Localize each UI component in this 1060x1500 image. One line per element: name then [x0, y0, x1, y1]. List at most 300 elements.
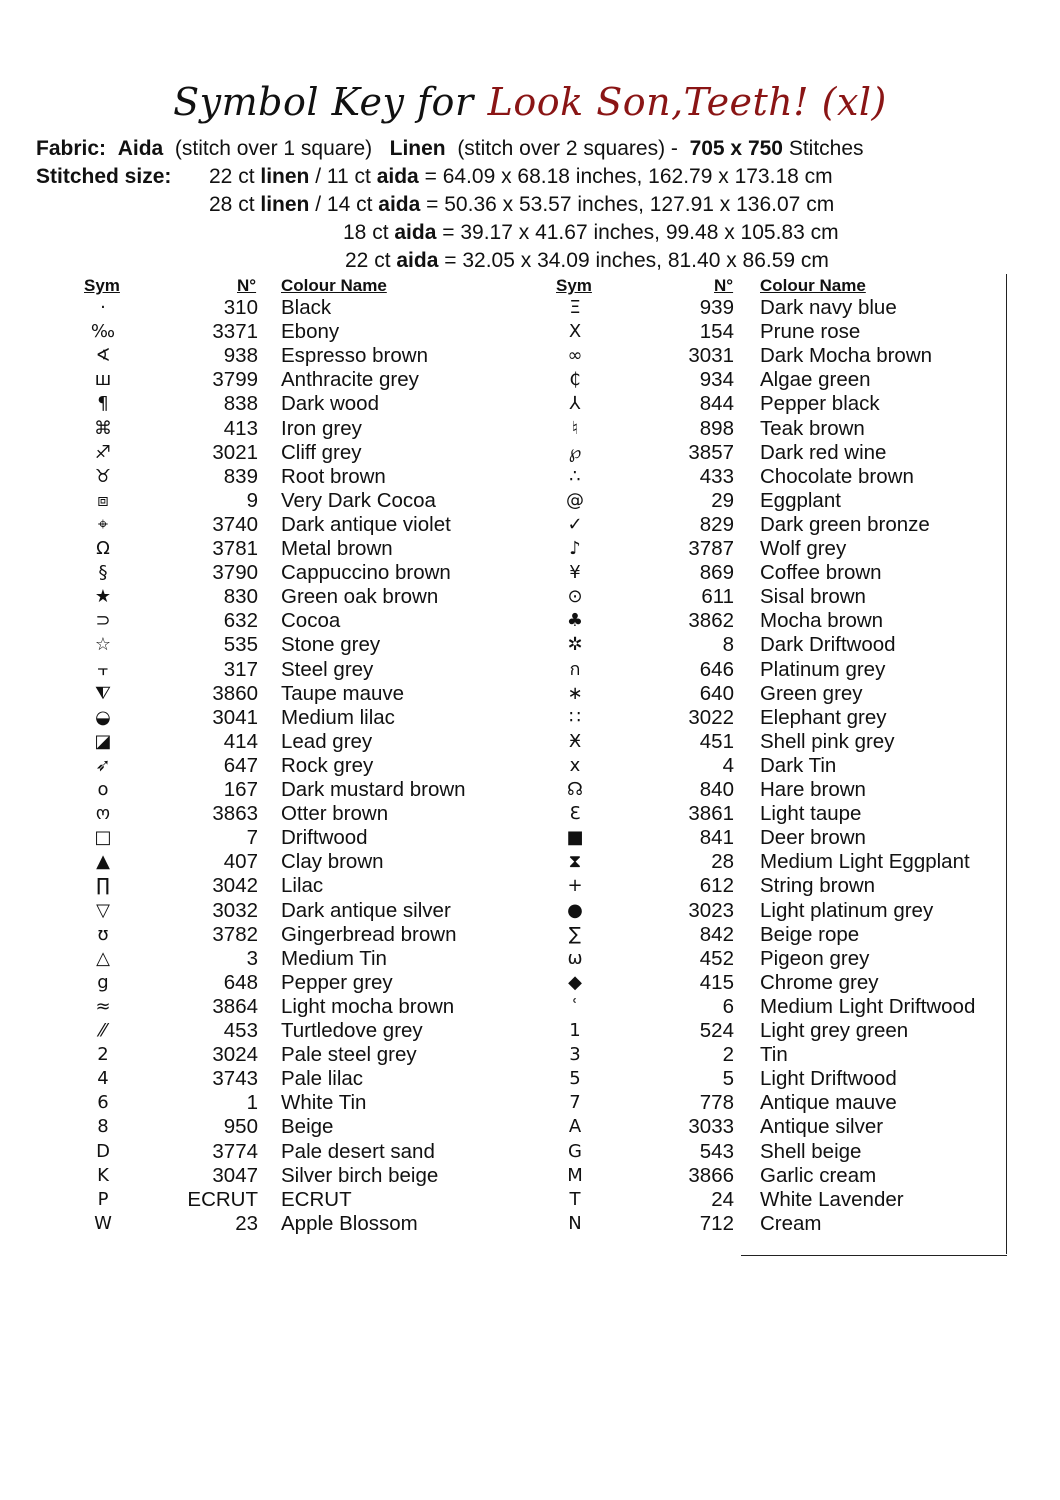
thread-number: 3782 — [212, 922, 258, 946]
fabric-linen-note: (stitch over 2 squares) - — [457, 137, 678, 160]
thread-number: 9 — [246, 488, 258, 512]
table-bottom-border — [741, 1255, 1007, 1256]
stitch-symbol: ∏ — [96, 875, 110, 897]
stitch-symbol: ☊ — [567, 779, 583, 800]
colour-name: Light grey green — [760, 1019, 909, 1042]
colour-name: Green oak brown — [281, 585, 439, 609]
colour-name: Deer brown — [760, 826, 866, 850]
table-row — [0, 513, 1060, 537]
thread-number: 415 — [699, 970, 734, 994]
stitch-symbol: ∷ — [569, 706, 581, 728]
colour-name: Dark navy blue — [760, 296, 897, 319]
table-row — [0, 1140, 1060, 1164]
table-row — [0, 923, 1060, 947]
table-row — [0, 441, 1060, 465]
table-row — [0, 417, 1060, 441]
size-aida: aida — [378, 193, 421, 216]
size-line-3 — [343, 219, 839, 247]
size-line-2 — [209, 191, 834, 219]
stitch-symbol: ▽ — [96, 899, 110, 921]
thread-number: 840 — [699, 778, 734, 801]
stitch-symbol: □ — [94, 827, 112, 849]
stitch-symbol: ✲ — [567, 634, 583, 656]
colour-name: Platinum grey — [760, 657, 886, 681]
table-row — [0, 682, 1060, 706]
thread-number: 3863 — [212, 802, 258, 826]
header-sym-left: Sym — [84, 276, 120, 295]
table-right-border — [1006, 274, 1007, 1254]
colour-name: Pale lilac — [281, 1067, 364, 1091]
colour-name: Light Driftwood — [760, 1067, 897, 1091]
header-num-left: N° — [237, 276, 257, 295]
stitch-symbol: K — [97, 1164, 109, 1186]
stitch-symbol: △ — [96, 947, 110, 969]
table-row — [0, 537, 1060, 561]
colour-name: Medium Tin — [281, 946, 387, 970]
colour-name: Dark mustard brown — [281, 778, 466, 801]
size-linen: linen — [260, 165, 310, 188]
title-prefix: Symbol Key for — [173, 80, 474, 124]
colour-name: Black — [281, 296, 332, 319]
colour-name: Rock grey — [281, 753, 374, 777]
table-row — [0, 585, 1060, 609]
table-row — [0, 1019, 1060, 1043]
stitch-symbol: ‰ — [90, 321, 116, 343]
thread-number: 3860 — [212, 681, 258, 705]
stitch-symbol: ʊ — [97, 923, 109, 945]
fabric-linen: Linen — [389, 137, 446, 160]
colour-name: Pepper black — [760, 392, 880, 416]
stitch-symbol: T — [569, 1188, 581, 1210]
stitch-symbol: ⌖ — [97, 513, 109, 535]
colour-name: Medium Light Eggplant — [760, 850, 970, 874]
table-row — [0, 730, 1060, 754]
stitch-word: Stitches — [788, 137, 864, 160]
table-row — [0, 489, 1060, 513]
colour-name: Taupe mauve — [281, 681, 405, 705]
stitch-symbol: ➶ — [95, 754, 111, 776]
table-row — [0, 1212, 1060, 1236]
table-row — [0, 633, 1060, 657]
stitch-symbol: ⧨ — [94, 682, 112, 704]
thread-number: 317 — [223, 657, 258, 681]
colour-name: Dark antique silver — [281, 898, 451, 922]
stitch-symbol: ◒ — [95, 706, 111, 728]
colour-name: Dark Tin — [760, 753, 837, 777]
colour-name: Iron grey — [281, 416, 362, 440]
stitch-symbol: ▲ — [96, 851, 110, 873]
stitch-symbol: ∗ — [567, 682, 583, 704]
thread-number: 29 — [711, 488, 734, 512]
colour-name: Cappuccino brown — [281, 561, 451, 585]
size-dims: = 39.17 x 41.67 inches, 99.48 x 105.83 cm — [442, 221, 839, 244]
size-aida: aida — [394, 221, 437, 244]
stitch-symbol: Ξ — [569, 297, 581, 318]
stitch-symbol: ⧗ — [568, 851, 582, 873]
stitch-symbol: o — [97, 779, 109, 800]
thread-number: 7 — [246, 826, 258, 850]
colour-name: Otter brown — [281, 802, 389, 826]
thread-number: 838 — [223, 392, 258, 416]
thread-number: 939 — [699, 296, 734, 319]
thread-number: 3023 — [688, 898, 734, 922]
thread-number: 2 — [722, 1043, 734, 1067]
colour-name: Pepper grey — [281, 970, 393, 994]
size-dims: = 50.36 x 53.57 inches, 127.91 x 136.07 cm — [426, 193, 835, 216]
colour-name: Medium Light Driftwood — [760, 994, 976, 1018]
stitch-symbol: 5 — [569, 1068, 581, 1090]
colour-name: Dark green bronze — [760, 512, 930, 536]
colour-name: Pigeon grey — [760, 946, 870, 970]
thread-number: 6 — [722, 994, 734, 1018]
stitch-symbol: ● — [567, 899, 583, 921]
thread-number: 4 — [722, 753, 734, 777]
colour-name: Pale desert sand — [281, 1139, 435, 1163]
thread-number: 5 — [722, 1067, 734, 1091]
stitch-symbol: Ɛ — [569, 803, 581, 825]
table-row — [0, 778, 1060, 802]
table-row — [0, 971, 1060, 995]
thread-number: 524 — [699, 1019, 734, 1042]
stitch-symbol: § — [98, 562, 108, 584]
colour-name: Cream — [760, 1211, 822, 1235]
thread-number: 414 — [223, 729, 258, 753]
thread-number: 778 — [699, 1091, 734, 1115]
header-name-left: Colour Name — [281, 276, 387, 295]
thread-number: 712 — [699, 1211, 734, 1235]
colour-name: Espresso brown — [281, 344, 428, 368]
stitch-symbol: 2 — [97, 1044, 109, 1066]
pattern-name: Look Son,Teeth! (xl) — [487, 80, 887, 124]
stitch-symbol: G — [568, 1140, 582, 1162]
thread-number: 3864 — [212, 994, 258, 1018]
thread-number: 3743 — [212, 1067, 258, 1091]
size-dims: = 32.05 x 34.09 inches, 81.40 x 86.59 cm — [444, 249, 829, 272]
table-row — [0, 392, 1060, 416]
size-line-4 — [345, 247, 829, 275]
stitch-symbol: ■ — [566, 827, 584, 849]
thread-number: 3022 — [688, 705, 734, 729]
colour-name: ECRUT — [281, 1187, 352, 1211]
colour-name: Driftwood — [281, 826, 368, 850]
thread-number: 310 — [223, 296, 258, 319]
thread-number: 839 — [223, 464, 258, 488]
thread-number: 830 — [223, 585, 258, 609]
table-row — [0, 1091, 1060, 1115]
colour-name: Lead grey — [281, 729, 373, 753]
thread-number: 543 — [699, 1139, 734, 1163]
colour-name: Chocolate brown — [760, 464, 914, 488]
size-linen: linen — [260, 193, 310, 216]
colour-name: Dark wood — [281, 392, 379, 416]
size-mid: / 11 ct — [315, 165, 371, 188]
table-row — [0, 899, 1060, 923]
colour-name: Dark red wine — [760, 440, 887, 464]
thread-number: 3857 — [688, 440, 734, 464]
thread-number: 28 — [711, 850, 734, 874]
stitch-symbol: X — [568, 321, 582, 343]
colour-name: Turtledove grey — [281, 1019, 423, 1042]
stitch-symbol: P — [97, 1188, 109, 1210]
colour-name: Wolf grey — [760, 537, 847, 560]
colour-name: Hare brown — [760, 778, 866, 801]
stitch-symbol: M — [567, 1164, 583, 1186]
stitch-symbol: ∢ — [95, 345, 111, 367]
colour-name: Light taupe — [760, 802, 862, 826]
table-row — [0, 706, 1060, 730]
size-ct: 28 ct — [209, 193, 255, 216]
colour-name: White Tin — [281, 1091, 367, 1115]
thread-number: 413 — [223, 416, 258, 440]
thread-number: 167 — [223, 778, 258, 801]
thread-number: 938 — [223, 344, 258, 368]
table-row — [0, 465, 1060, 489]
stitch-symbol: @ — [566, 489, 584, 511]
stitch-symbol: ♐ — [94, 441, 112, 463]
colour-name: Prune rose — [760, 320, 861, 344]
colour-name: Dark Mocha brown — [760, 344, 933, 368]
thread-number: 433 — [699, 464, 734, 488]
thread-number: 950 — [223, 1115, 258, 1139]
thread-number: 640 — [699, 681, 734, 705]
table-row — [0, 1164, 1060, 1188]
stitch-symbol: 1 — [569, 1020, 581, 1041]
thread-number: 24 — [711, 1187, 734, 1211]
stitch-symbol: 3 — [569, 1044, 581, 1066]
thread-number: 3033 — [688, 1115, 734, 1139]
stitch-symbol: ⫟ — [97, 658, 109, 680]
thread-number: 3774 — [212, 1139, 258, 1163]
size-dims: = 64.09 x 68.18 inches, 162.79 x 173.18 cm — [424, 165, 833, 188]
stitch-symbol: 7 — [569, 1092, 581, 1114]
thread-number: 154 — [699, 320, 734, 344]
colour-name: Anthracite grey — [281, 368, 419, 392]
stitch-symbol: ω — [567, 947, 583, 969]
stitch-symbol: ⁄⁄ — [99, 1020, 106, 1041]
thread-number: 898 — [699, 416, 734, 440]
size-line-1 — [209, 163, 833, 191]
table-row — [0, 368, 1060, 392]
colour-name: String brown — [760, 874, 876, 898]
size-aida: aida — [396, 249, 439, 272]
stitch-symbol: A — [568, 1116, 582, 1138]
table-row — [0, 874, 1060, 898]
thread-number: 829 — [699, 512, 734, 536]
stitch-symbol: ℘ — [568, 441, 582, 463]
colour-name: Green grey — [760, 681, 863, 705]
table-row — [0, 658, 1060, 682]
colour-name: Beige rope — [760, 922, 860, 946]
thread-number: 934 — [699, 368, 734, 392]
colour-name: Algae green — [760, 368, 871, 392]
thread-number: 841 — [699, 826, 734, 850]
colour-name: Clay brown — [281, 850, 384, 874]
colour-name: Light mocha brown — [281, 994, 455, 1018]
stitch-symbol: ⊙ — [567, 586, 583, 608]
thread-number: 646 — [699, 657, 734, 681]
stitch-symbol: ☆ — [94, 634, 112, 656]
stitch-symbol: ⅄ — [569, 393, 581, 415]
size-aida: aida — [376, 165, 419, 188]
header-name-right: Colour Name — [760, 276, 866, 295]
thread-number: 3024 — [212, 1043, 258, 1067]
table-row — [0, 1188, 1060, 1212]
colour-name: Gingerbread brown — [281, 922, 457, 946]
size-mid: / 14 ct — [315, 193, 373, 216]
stitch-symbol: ≈ — [95, 995, 111, 1017]
thread-number: 3041 — [212, 705, 258, 729]
colour-name: Steel grey — [281, 657, 374, 681]
thread-number: 648 — [223, 970, 258, 994]
stitch-symbol: ш — [94, 369, 112, 391]
stitch-symbol: ♣ — [566, 610, 584, 632]
colour-name: Metal brown — [281, 537, 393, 560]
stitch-symbol: ∑ — [568, 923, 582, 945]
table-row — [0, 995, 1060, 1019]
thread-number: 453 — [223, 1019, 258, 1042]
stitch-symbol: W — [94, 1212, 112, 1234]
colour-name: Cocoa — [281, 609, 341, 633]
thread-number: 3861 — [688, 802, 734, 826]
table-row — [0, 754, 1060, 778]
fabric-line — [36, 135, 864, 163]
stitch-symbol: 4 — [97, 1068, 109, 1090]
stitch-symbol: ∞ — [567, 345, 583, 367]
colour-name: Coffee brown — [760, 561, 882, 585]
stitch-symbol: ¶ — [97, 393, 109, 415]
colour-name: Stone grey — [281, 633, 381, 657]
stitch-symbol: ¥ — [569, 562, 581, 584]
table-row — [0, 826, 1060, 850]
page-title — [0, 74, 1060, 130]
fabric-label: Fabric: — [36, 137, 107, 160]
table-row — [0, 320, 1060, 344]
stitch-symbol: ♉ — [94, 465, 112, 487]
stitch-symbol: g — [97, 971, 109, 993]
stitch-count: 705 x 750 — [689, 137, 783, 160]
thread-number: 612 — [699, 874, 734, 898]
colour-name: Antique mauve — [760, 1091, 897, 1115]
header-sym-right: Sym — [556, 276, 592, 295]
stitched-size-label-text: Stitched size: — [36, 165, 172, 188]
thread-number: 8 — [722, 633, 734, 657]
thread-number: 3031 — [688, 344, 734, 368]
colour-name: Eggplant — [760, 488, 841, 512]
stitch-symbol: ∴ — [569, 465, 581, 487]
table-row — [0, 802, 1060, 826]
colour-name: Silver birch beige — [281, 1163, 439, 1187]
colour-name: Root brown — [281, 464, 386, 488]
fabric-aida-note: (stitch over 1 square) — [174, 137, 373, 160]
colour-name: Chrome grey — [760, 970, 879, 994]
table-row — [0, 296, 1060, 320]
table-row — [0, 1115, 1060, 1139]
table-row — [0, 947, 1060, 971]
colour-name: Dark antique violet — [281, 512, 451, 536]
thread-number: 452 — [699, 946, 734, 970]
thread-number: 842 — [699, 922, 734, 946]
colour-name: Elephant grey — [760, 705, 887, 729]
colour-name: Shell pink grey — [760, 729, 895, 753]
colour-name: Mocha brown — [760, 609, 884, 633]
stitch-symbol: N — [568, 1212, 582, 1234]
thread-number: 3781 — [212, 537, 258, 560]
colour-name: White Lavender — [760, 1187, 904, 1211]
colour-name: Cliff grey — [281, 440, 362, 464]
colour-name: Antique silver — [760, 1115, 884, 1139]
stitch-symbol: ◆ — [568, 971, 582, 993]
thread-number: 3021 — [212, 440, 258, 464]
thread-number: 23 — [235, 1211, 258, 1235]
colour-name: Apple Blossom — [281, 1211, 418, 1235]
header-num-right: N° — [714, 276, 734, 295]
table-row — [0, 1043, 1060, 1067]
table-row — [0, 850, 1060, 874]
colour-name: Dark Driftwood — [760, 633, 896, 657]
colour-name: Beige — [281, 1115, 334, 1139]
stitch-symbol: ₵ — [569, 369, 581, 391]
thread-number: 3740 — [212, 512, 258, 536]
stitch-symbol: ★ — [94, 586, 112, 608]
stitched-size-label — [36, 163, 171, 191]
stitch-symbol: ʿ — [572, 995, 578, 1017]
fabric-aida: Aida — [117, 137, 164, 160]
stitch-symbol: ♮ — [571, 417, 579, 439]
colour-name: Garlic cream — [760, 1163, 877, 1187]
thread-number: 844 — [699, 392, 734, 416]
stitch-symbol: ⊃ — [95, 610, 111, 632]
thread-number: 611 — [701, 585, 734, 609]
thread-number: 632 — [223, 609, 258, 633]
table-row — [0, 561, 1060, 585]
stitch-symbol: 6 — [97, 1092, 109, 1114]
thread-number: 647 — [223, 753, 258, 777]
colour-name: Tin — [760, 1043, 788, 1067]
size-ct: 22 ct — [209, 165, 255, 188]
thread-number: ECRUT — [187, 1187, 258, 1211]
colour-name: Shell beige — [760, 1139, 862, 1163]
size-ct: 22 ct — [345, 249, 391, 272]
thread-number: 3371 — [212, 320, 258, 344]
stitch-symbol: ო — [95, 803, 111, 825]
stitch-symbol: · — [100, 297, 106, 318]
thread-number: 3042 — [212, 874, 258, 898]
stitch-symbol: D — [96, 1140, 110, 1162]
stitch-symbol: Ω — [96, 538, 110, 559]
stitch-symbol: ♪ — [569, 538, 581, 559]
thread-number: 451 — [699, 729, 734, 753]
colour-name: Sisal brown — [760, 585, 866, 609]
table-row — [0, 1067, 1060, 1091]
colour-name: Ebony — [281, 320, 340, 344]
stitch-symbol: Ӿ — [568, 730, 582, 752]
thread-number: 3790 — [212, 561, 258, 585]
stitch-symbol: ⧈ — [97, 489, 109, 511]
size-ct: 18 ct — [343, 221, 389, 244]
thread-number: 407 — [223, 850, 258, 874]
thread-number: 1 — [246, 1091, 258, 1115]
stitch-symbol: x — [569, 754, 581, 776]
stitch-symbol: 8 — [97, 1116, 109, 1138]
colour-name: Pale steel grey — [281, 1043, 417, 1067]
thread-number: 3799 — [212, 368, 258, 392]
thread-number: 3862 — [688, 609, 734, 633]
stitch-symbol: ✓ — [567, 513, 583, 535]
thread-number: 535 — [223, 633, 258, 657]
colour-name: Very Dark Cocoa — [281, 488, 436, 512]
colour-name: Medium lilac — [281, 705, 395, 729]
stitch-symbol: + — [567, 875, 583, 897]
